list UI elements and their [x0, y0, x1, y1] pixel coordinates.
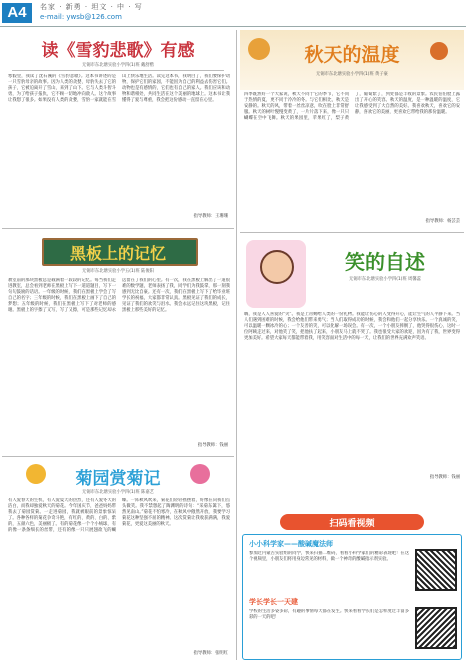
article-blackboard	[2, 232, 234, 452]
column-divider	[236, 30, 237, 660]
notice-body: 参加过内蒙古实验组的同学，快来扫描二维码，看看小科学家们的精彩表现吧！在这个视频里，小朋友们将用身边常见的材料，做一个神奇的酸碱指示剂实验。	[249, 551, 409, 562]
article-byline: 无锡市东北塘实验小学四(1)班 陈嘉艺	[82, 490, 154, 495]
article-smile	[240, 236, 464, 486]
page-header	[0, 0, 466, 27]
article-body: 教室前的那块黑板总是载满着一段段的记忆。每当我们走进教室，总会看到老师在黑板上写下一道道题目，写下一句句鼓励的话语。一年级的时候，我们在黑板上学会了写自己的名字；三年级的时候，我们在黑板上画下了自己的梦想；五年级的时候，我们在黑板上写下了对老师的感谢。黑板上的字擦了又写，写了又擦，可是那些记忆却永远留在了我们的心里。有一次，我在黑板上解出了一道很难的数学题，老师表扬了我，同学们为我鼓掌，那一刻我感到无比自豪。还有一次，我们在黑板上写下了给毕业班学长的祝福，大家都非常认真。黑板见证了我们的成长，见证了我们的欢笑与泪水。我会永远记住这块黑板，记住黑板上那些美好的记忆。	[8, 278, 230, 313]
article-dushu	[2, 30, 234, 225]
article-byline: 无锡市东北塘实验小学四(1)班 周馨蕊	[349, 277, 421, 282]
notice-subtitle: 小小科学家——酸碱魔法师	[249, 540, 333, 548]
article-title: 秋天的温度	[304, 44, 400, 66]
article-editor: 指导教师：王珊珊	[193, 214, 228, 219]
article-title: 菊园赏菊记	[75, 469, 161, 489]
header-email: e-mail: ywsb@126.com	[40, 13, 122, 21]
section-divider	[240, 232, 464, 233]
article-body: 寒假里，我读了沈石溪的《雪豹悲歌》。这本书讲述的是一只雪豹母亲的故事。因为人类的贪婪，母豹失去了它的孩子，它被迫离开了雪山，来到了山下。它与人类斗智斗勇，为了给孩子报仇，它不顾一切地冲向敌人。这个故事让我想了很多。如果没有人类的贪婪，雪豹一家就能在雪山上快乐地生活。读完这本书，我明白了，我们要保护动物，保护它们的家园，不能因为自己的利益去伤害它们。动物也是有感情的，它们也有自己的家人。我们应该和动物和谐相处，共同生活在这个美丽的地球上。这本书让我懂得了爱与尊重，我会把这份感动一直留在心里。	[8, 74, 230, 103]
notice-panel	[240, 514, 464, 660]
article-body: 嗨，我是人人喜爱的“笑”。我是上帝赐给人类的一份礼物。我能让伤心的人变得开心，能让生气的人平静下来。当人们遇到困难的时候，我会给他们带来勇气；当人们取得成功的时候，我会和他们一起分享快乐。一个真诚的笑，可以温暖一颗冰冷的心；一个友善的笑，可以化解一场误会。有一次，一个小朋友摔倒了，他哭得很伤心，这时一位阿姨走过来，对他笑了笑，把他扶了起来，小朋友马上就不哭了。我也很受大家的欢迎，因为有了我，世界变得更加美好。希望大家每天都能带着我，用笑容面对生活中的每一天，让我们的世界充满欢声笑语。	[244, 312, 460, 341]
article-chrysanthemum	[2, 460, 234, 660]
article-title: 读《雪豹悲歌》有感	[41, 41, 195, 61]
notice-section2-title: 学长学长一天建	[249, 598, 298, 606]
section-divider	[2, 456, 234, 457]
article-editor: 指导教师：钱丽	[429, 475, 460, 480]
header-sections: 名家 · 新勇 · 坦文 · 中 · 写	[40, 3, 143, 11]
article-autumn	[240, 30, 464, 230]
article-body: 有人爱春天的生机，有人爱夏天的热烈，还有人爱冬天的洁白，而我却独爱秋天的菊花。今年国庆节，爸爸妈妈带我去了菊园赏菊。一走进菊园，我就被眼前的景象惊呆了。各种各样的菊花争奇斗艳，有红的、黄的、白的、紫的，五颜六色，美丽极了。有的菊花像一个个小绒球，有的像一条条细长的丝带，还有的像一只只展翅欲飞的蝴蝶。一阵秋风吹来，菊花们轻轻摇摆着，好像在向我们点头微笑。我不禁想起了陶渊明的诗句：“采菊东篱下，悠然见南山。”菊花不怕寒冷，在秋风中傲然开放，我要学习菊花这种坚强不屈的精神。这次赏菊让我收获满满，我爱菊花，更爱这美丽的秋天。	[8, 498, 230, 533]
article-title: 黑板上的记忆	[69, 244, 166, 263]
article-byline: 无锡市东北塘实验小学四(1)班 戴舒楷	[82, 63, 154, 68]
divider	[12, 70, 224, 71]
notice-title: 扫码看视频	[329, 519, 375, 529]
qr-code-icon[interactable]	[415, 549, 457, 591]
notice-body2: 学校的生活多姿多彩，有趣的事情每天都在发生。快来看看学长们是怎样度过丰富多彩的一天的吧！	[249, 609, 409, 620]
article-editor: 指导教师：张明红	[193, 651, 228, 656]
notice-box	[242, 534, 462, 660]
section-divider	[2, 228, 234, 229]
article-title: 笑的自述	[345, 250, 425, 274]
qr-code-icon[interactable]	[415, 607, 457, 649]
article-editor: 指导教师：钱丽	[197, 443, 228, 448]
page-number: A4	[2, 3, 32, 23]
article-body: 四季既然好一个大家说，秋天不同于它的季节，它不同于热情的夏，更不同于冷冷的冬。与它们相比，秋天是安静的。秋天的风，带着一丝丝凉意，吹在脸上非常舒服。秋天的树叶慢慢变黄了，一片片落下来，像一只只蝴蝶在空中飞舞。秋天的果园里，苹果红了，梨子黄了，葡萄紫了，到处都是丰收的景象。农民伯伯脸上露出了开心的笑容。秋天的温度，是一种温暖的温度，它让我感受到了大自然的美好。我喜欢秋天，喜欢它的安静，喜欢它的美丽，更喜欢它带给我的那份温暖。	[244, 92, 460, 121]
face-icon	[260, 250, 294, 284]
article-byline: 无锡市东北塘实验小学五(1)班 陆俊阳	[82, 269, 154, 274]
article-editor: 指导教师：杨芸芸	[425, 219, 460, 224]
article-byline: 无锡市东北塘实验小学四(1)班 黄子豪	[316, 72, 388, 77]
